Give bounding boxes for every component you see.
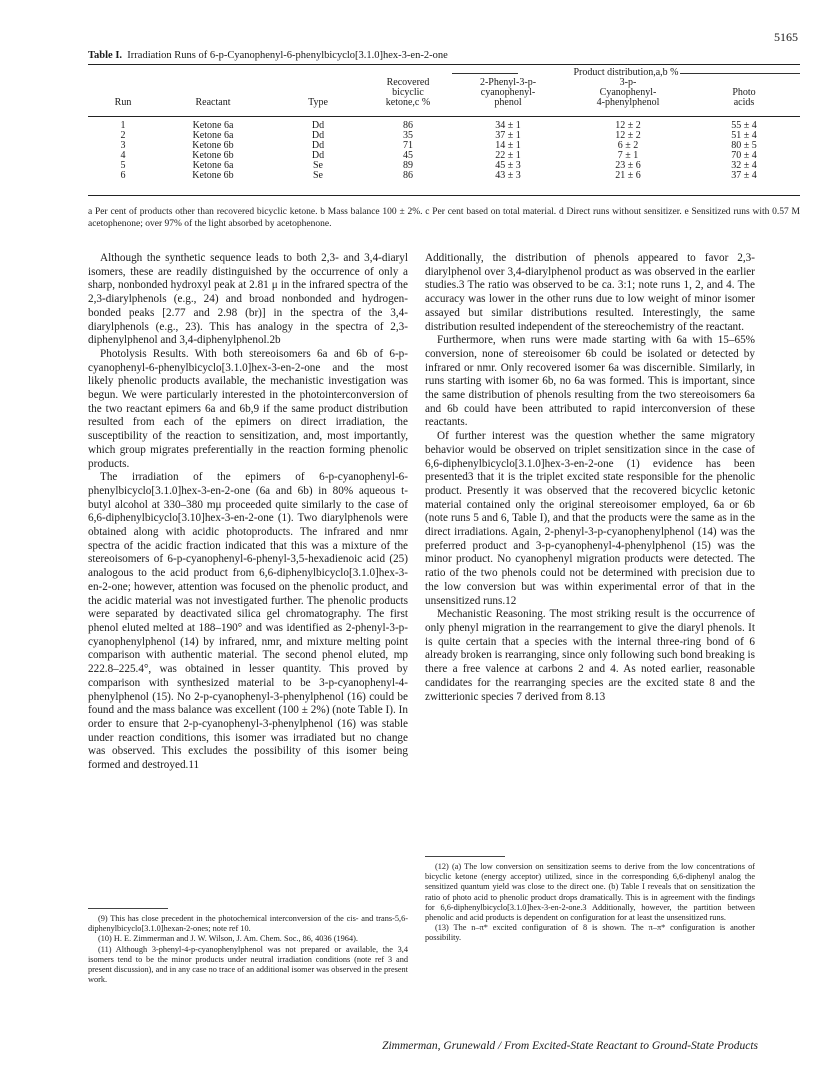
col-reactant: Reactant (195, 97, 231, 108)
table-row: 5 Ketone 6a Se 89 45 ± 3 23 ± 6 32 ± 4 (120, 160, 757, 171)
right-references (425, 862, 755, 944)
paragraph: Although the synthetic sequence leads to both 2,3- and 3,4-diaryl isomers, these are readily distinguished by the occurrence of only a sharp, nonbonded hydroxyl peak at 2.81 μ in the infrared spectra of the 2,3-diarylphenols (e.g., 24) and broad nonbonded and hydrogen-bonded peaks [2.77 and 2.98 (br)] in the spectra of the 3,4-diarylphenols (e.g., 23). This has analogy in the spectra of 2,3-diphenylphenol and 3,4-diphenylphenol.2b (88, 252, 408, 347)
reference: (12) (a) The low conversion on sensitization seems to derive from the low concentrations of bicyclic ketone (energy acceptor) utilized, since in the corresponding 6,6-diphenyl analog the sensitized quantum yield was close to the direct one. (b) Table I reveals that on sensitization the ratio of photo acid to phenolic product drops dramatically. This is in agreement with the findings for 6,6-diphenylbicyclo[3.1.0]hex-3-en-2-one.3 Additionally, however, the partition between phenolic and acid products is dependent on configuration for at least the unsensitized runs. (425, 862, 755, 923)
group-rule-right (680, 73, 800, 74)
right-column (425, 252, 755, 704)
reference: (9) This has close precedent in the photochemical interconversion of the cis- and trans-5,6-diphenylbicyclo[3.1.0]hexan-2-ones; note ref 10. (88, 914, 408, 934)
paragraph: Mechanistic Reasoning. The most striking result is the occurrence of only phenyl migration in the rearrangement to give the diaryl phenols. It is quite certain that a species with the internal three-ring bond of 6 already broken is rearranging, since only following such bond breaking is there a free valence at carbons 2 and 4. As noted earlier, reasonable candidates for the rearranging species are the excited state 8 and the zwitterionic species 7 derived from 8.13 (425, 608, 755, 703)
page-number: 5165 (774, 30, 798, 44)
table-caption-label: Table I. (88, 50, 123, 61)
col-type: Type (308, 97, 328, 108)
reference: (10) H. E. Zimmerman and J. W. Wilson, J. Am. Chem. Soc., 86, 4036 (1964). (98, 934, 358, 944)
table-bottom-rule (88, 195, 800, 196)
reference: (13) The n–π* excited configuration of 8 is shown. The π–π* configuration is another possibility. (425, 923, 755, 943)
table-header-row-1: Recovered 2-Phenyl-3-p- 3-p- (386, 77, 637, 88)
irradiation-table-body (88, 121, 800, 181)
table-header-row-3: Run Reactant Type ketone,c % phenol 4-phenylphenol acids (88, 98, 800, 108)
paragraph: Additionally, the distribution of phenols appeared to favor 2,3-diarylphenol over 3,4-diarylphenol product as was observed in the earlier studies.3 The ratio was observed to be ca. 3:1; note runs 1, 2, and 4. The accuracy was lower in the other runs due to low weight of minor isomer assayed but similar distributions resulted. Interestingly, the same distribution resulted independent of the stereochemistry of the reactant. (425, 252, 755, 333)
paragraph: The irradiation of the epimers of 6-p-cyanophenyl-6-phenylbicyclo[3.1.0]hex-3-en-2-one (6a and 6b) in 80% aqueous t-butyl alcohol at 330–380 mμ proceeded quite similarly to the case of 6,6-diphenylbicyclo[3.10]hex-3-en-2-one (1). Two diarylphenols were obtained along with acidic photoproducts. The infrared and nmr spectra of the acidic fraction indicated that this was a mixture of the stereoisomers of 6-p-cyanophenyl-6-phenyl-3,5-hexadienoic acid (25) analogous to the acid product from 6,6-diphenylbicyclo[3.1.0]hex-3-en-2-one; however, attention was focused on the phenolic product, and the acidic material was not investigated further. The phenolic products were separated by deactivated silica gel chromatography. The first phenol eluted melted at 188–190° and was identified as 2-phenyl-3-p-cyanophenylphenol (14) by infrared, nmr, and mixture melting point comparison with authentic material. The second phenol eluted, mp 222.8–225.4°, was obtained in lesser quantity. This proved by comparison with synthesized material to be 3-p-cyanophenyl-4-phenylphenol (15). No 2-p-cyanophenyl-3-phenylphenol (16) could be found and the mass balance was excellent (100 ± 2%) (note Table I). In order to ensure that 2-p-cyanophenyl-3-phenylphenol (16) was stable under reaction conditions, this isomer was irradiated but no change was observed. This excludes the possibility of this isomer being formed and destroyed.11 (88, 471, 408, 772)
table-top-rule (88, 64, 800, 65)
col-run: Run (114, 97, 132, 108)
table-row: 6 Ketone 6b Se 86 43 ± 3 21 ± 6 37 ± 4 (120, 170, 757, 181)
running-footer: Zimmerman, Grunewald / From Excited-State Reactant to Ground-State Products (382, 1040, 758, 1052)
group-rule-left (452, 73, 518, 74)
table-caption (88, 50, 808, 61)
table-header-row-2: bicyclic cyanophenyl- Cyanophenyl- Photo (392, 87, 756, 98)
footnote-divider (88, 908, 168, 909)
paragraph: Furthermore, when runs were made starting with 6a with 15–65% conversion, none of stereoisomer 6b could be isolated or detected by infrared or nmr. Only recovered isomer 6a was discernible. Similarly, in runs starting with isomer 6b, no 6a was formed. This is important, since the same distribution of phenols resulting from the two stereoisomers 6a and 6b could have been attributed to rapid interconversion of these reactants. (425, 334, 755, 429)
table-row: 4 Ketone 6b Dd 45 22 ± 1 7 ± 1 70 ± 4 (120, 150, 757, 161)
table-row: 1 Ketone 6a Dd 86 34 ± 1 12 ± 2 55 ± 4 (120, 120, 757, 131)
footnote-divider (425, 856, 505, 857)
left-references (88, 914, 408, 985)
irradiation-table (88, 78, 800, 108)
left-column (88, 252, 408, 773)
reference: (11) Although 3-phenyl-4-p-cyanophenylphenol was not prepared or available, the 3,4 isomers tend to be the minor products under neutral irradiation conditions (note ref 3 and present discussion), and in any case no trace of an additional isomer was observed in the present work. (88, 944, 408, 985)
product-distribution-header: Product distribution,a,b % (573, 67, 679, 78)
table-row: 2 Ketone 6a Dd 35 37 ± 1 12 ± 2 51 ± 4 (120, 130, 757, 141)
table-row: 3 Ketone 6b Dd 71 14 ± 1 6 ± 2 80 ± 5 (120, 140, 757, 151)
paragraph: Of further interest was the question whether the same migratory behavior would be observed on triplet sensitization since in the case of 6,6-diphenylbicyclo[3.1.0]hex-3-en-2-one (1) evidence has been presented3 that it is the triplet excited state responsible for the phenolic product. Presently it was observed that the recovered bicyclic ketonic material contained only the original stereoisomer employed, 6a or 6b (note runs 5 and 6, Table I), and that the products were the same as in the direct irradiations. Again, 2-phenyl-3-p-cyanophenylphenol (14) was the preferred product and 3-p-cyanophenyl-4-phenylphenol (15) was the minor product. No cyanophenyl migration products were detected. The ratio of the two phenols could not be determined with precision due to the low conversion but was within experimental error of that in the unsensitized runs.12 (425, 430, 755, 607)
table-footnotes: a Per cent of products other than recovered bicyclic ketone. b Mass balance 100 ± 2%. c Per cent based on total material. d Direct runs without sensitizer. e Sensitized runs with 0.57 M acetophenone; over 97% of the light absorbed by acetophenone. (88, 207, 800, 229)
paragraph: Photolysis Results. With both stereoisomers 6a and 6b of 6-p-cyanophenyl-6-phenylbicyclo[3.1.0]hex-3-en-2-one and the most likely phenolic products available, the mechanistic investigation was begun. We were particularly interested in the photointerconversion of the two reactant epimers 6a and 6b,9 if the same product distribution resulted from each of the epimers on direct irradiation, the susceptibility of the reaction to sensitization, and, most importantly, which group migrates preferentially in the reaction forming phenolic products. (88, 347, 408, 470)
table-caption-text: Irradiation Runs of 6-p-Cyanophenyl-6-phenylbicyclo[3.1.0]hex-3-en-2-one (127, 50, 448, 61)
table-header-rule (88, 116, 800, 117)
